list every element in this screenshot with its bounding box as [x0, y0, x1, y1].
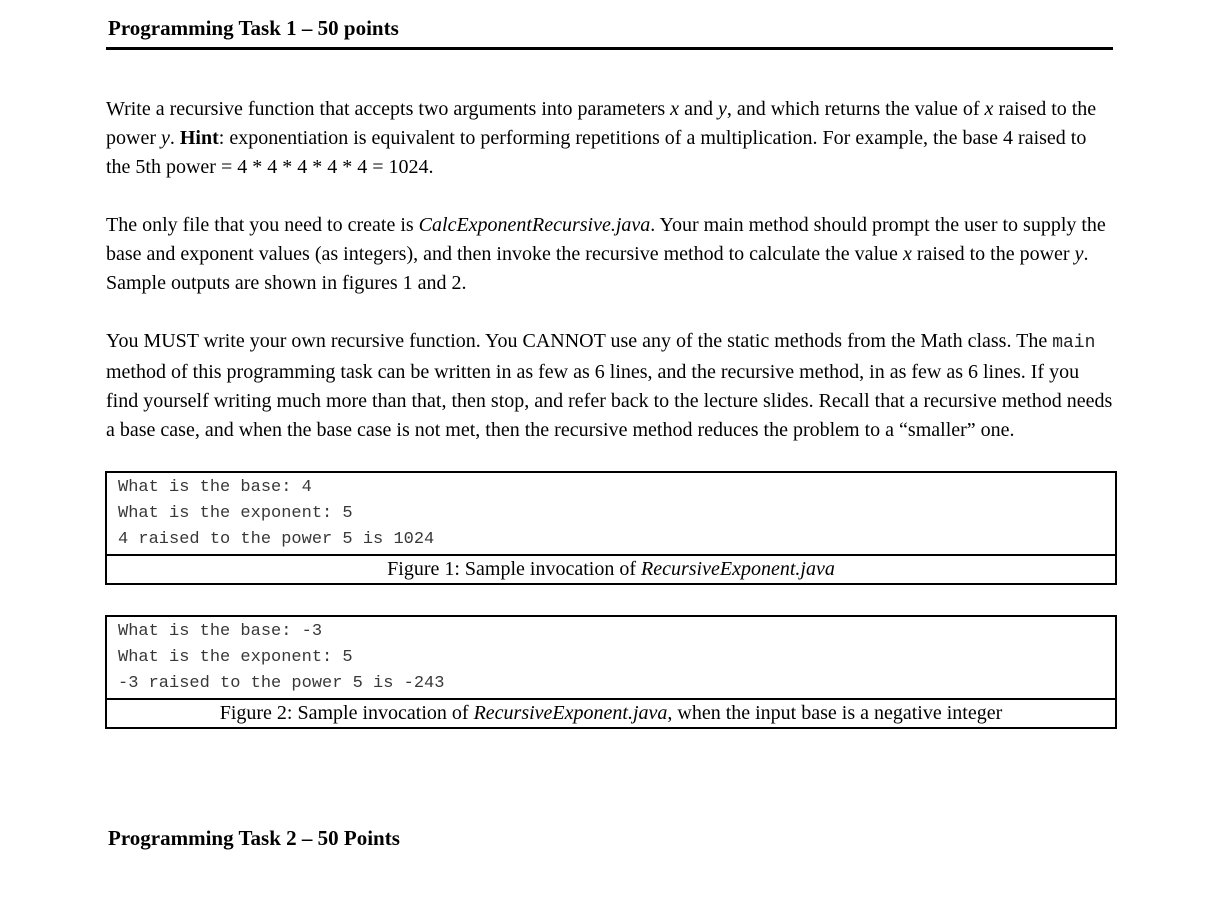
console-line: What is the exponent: 5 [118, 504, 353, 523]
paragraph-2-text: . Sample outputs are shown in figures 1 and 2. [106, 243, 1089, 294]
hint-label: Hint [179, 127, 219, 149]
paragraph-2-text: . Your main method should prompt the user to supply the base and exponent values (as integers), and then invoke the recursive method to calculate the value [106, 214, 1106, 265]
paragraph-1-text: : exponentiation is equivalent to performing repetitions of a multiplication. For example, the base 4 raised to the 5th power = 4 * 4 * 4 * 4 * 4 = 1024. [106, 127, 1087, 178]
console-line: What is the base: 4 [118, 478, 312, 497]
variable-x: x [902, 243, 912, 265]
variable-x: x [984, 98, 994, 120]
paragraph-3-text: method of this programming task can be written in as few as 6 lines, and the recursive method, in as few as 6 lines. If you find yourself writing much more than that, then stop, and refer back to the lecture slides. Recall that a recursive method needs a base case, and when the base case is not met, then the recursive method reduces the problem to a “smaller” one. [106, 361, 1113, 441]
task2-header: Programming Task 2 – 50 Points [108, 826, 400, 850]
paragraph-1-text: , and which returns the value of [726, 98, 985, 120]
figure1-console-output [107, 473, 1115, 556]
paragraph-1 [106, 95, 1113, 182]
console-line: What is the base: -3 [118, 622, 323, 641]
figure2-box [105, 615, 1117, 729]
variable-y: y [160, 127, 170, 149]
paragraph-2-text: raised to the power [911, 243, 1075, 265]
paragraph-3-text: You MUST write your own recursive function. You CANNOT use any of the static methods from the Math class. The [106, 330, 1053, 352]
figure2-caption [107, 700, 1115, 727]
paragraph-2 [106, 211, 1113, 298]
paragraph-1-text: . [169, 127, 180, 149]
figure1-caption-text: Figure 1: Sample invocation of [387, 558, 642, 580]
filename-recursive-exponent: RecursiveExponent.java [473, 702, 668, 724]
figure2-caption-text: , when the input base is a negative integer [667, 702, 1003, 724]
variable-x: x [670, 98, 680, 120]
paragraph-1-text: raised to the power [106, 98, 1097, 149]
paragraph-2-text: The only file that you need to create is [106, 214, 419, 236]
task1-header: Programming Task 1 – 50 points [106, 13, 1113, 50]
paragraph-3 [106, 327, 1113, 445]
figure1-box [105, 471, 1117, 585]
paragraph-1-text: and [679, 98, 718, 120]
main-method-code: main [1052, 333, 1096, 353]
console-line: -3 raised to the power 5 is -243 [118, 674, 445, 693]
figure2-caption-text: Figure 2: Sample invocation of [219, 702, 474, 724]
variable-y: y [1074, 243, 1084, 265]
paragraph-1-text: Write a recursive function that accepts two arguments into parameters [106, 98, 671, 120]
filename-recursive-exponent: RecursiveExponent.java [641, 558, 835, 580]
console-line: 4 raised to the power 5 is 1024 [118, 530, 435, 549]
figure2-console-output [107, 617, 1115, 700]
variable-y: y [717, 98, 727, 120]
console-line: What is the exponent: 5 [118, 648, 353, 667]
filename-calc-exponent-recursive: CalcExponentRecursive.java [418, 214, 651, 236]
figure1-caption [107, 556, 1115, 583]
